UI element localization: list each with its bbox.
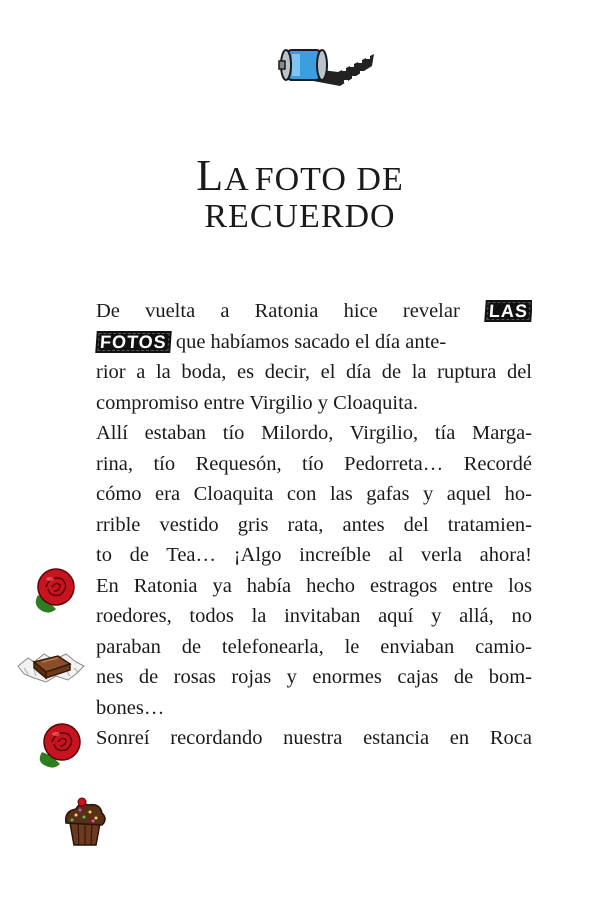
text-line: cómo era Cloaquita con las gafas y aquel ho- <box>96 483 532 505</box>
text-line: rior a la boda, es decir, el día de la ruptura del <box>96 361 532 383</box>
film-roll-icon <box>278 38 378 98</box>
rose-icon <box>36 718 84 770</box>
text-line: compromiso entre Virgilio y Cloaquita. <box>96 391 418 414</box>
text-line: bones… <box>96 696 165 719</box>
chocolate-icon <box>14 640 86 692</box>
title-word-recuerdo: RECUERDO <box>204 198 396 235</box>
text-line: FOTOS que habíamos sacado el día ante- <box>96 327 532 358</box>
text-line: roedores, todos la invitaban aquí y allá, no <box>96 605 532 627</box>
text-line: rina, tío Requesón, tío Pedorreta… Recordé <box>96 452 532 475</box>
stamp-word-fotos: FOTOS <box>95 331 171 353</box>
page-title-line2 <box>0 198 600 236</box>
stamp-word-las: LAS <box>484 300 532 322</box>
text-line: De vuelta a Ratonia hice revelar LAS <box>96 296 532 327</box>
title-word-a: A <box>224 161 250 198</box>
cupcake-icon <box>60 795 110 847</box>
text-line: rrible vestido gris rata, antes del tratamien- <box>96 513 532 536</box>
rose-icon <box>30 565 78 615</box>
text-line: nes de rosas rojas y enormes cajas de bom- <box>96 666 532 688</box>
page-title-line1 <box>0 150 600 201</box>
text-line: Sonreí recordando nuestra estancia en Roca <box>96 727 532 749</box>
title-words: FOTO DE <box>254 161 404 198</box>
body-text <box>96 296 532 754</box>
text-line: paraban de telefonearla, le enviaban camio- <box>96 635 532 658</box>
text-line: Allí estaban tío Milordo, Virgilio, tía Marga- <box>96 422 532 444</box>
text-line: to de Tea… ¡Algo increíble al verla ahora! <box>96 544 532 566</box>
title-initial: L <box>196 151 225 200</box>
text-line: En Ratonia ya había hecho estragos entre los <box>96 574 532 597</box>
